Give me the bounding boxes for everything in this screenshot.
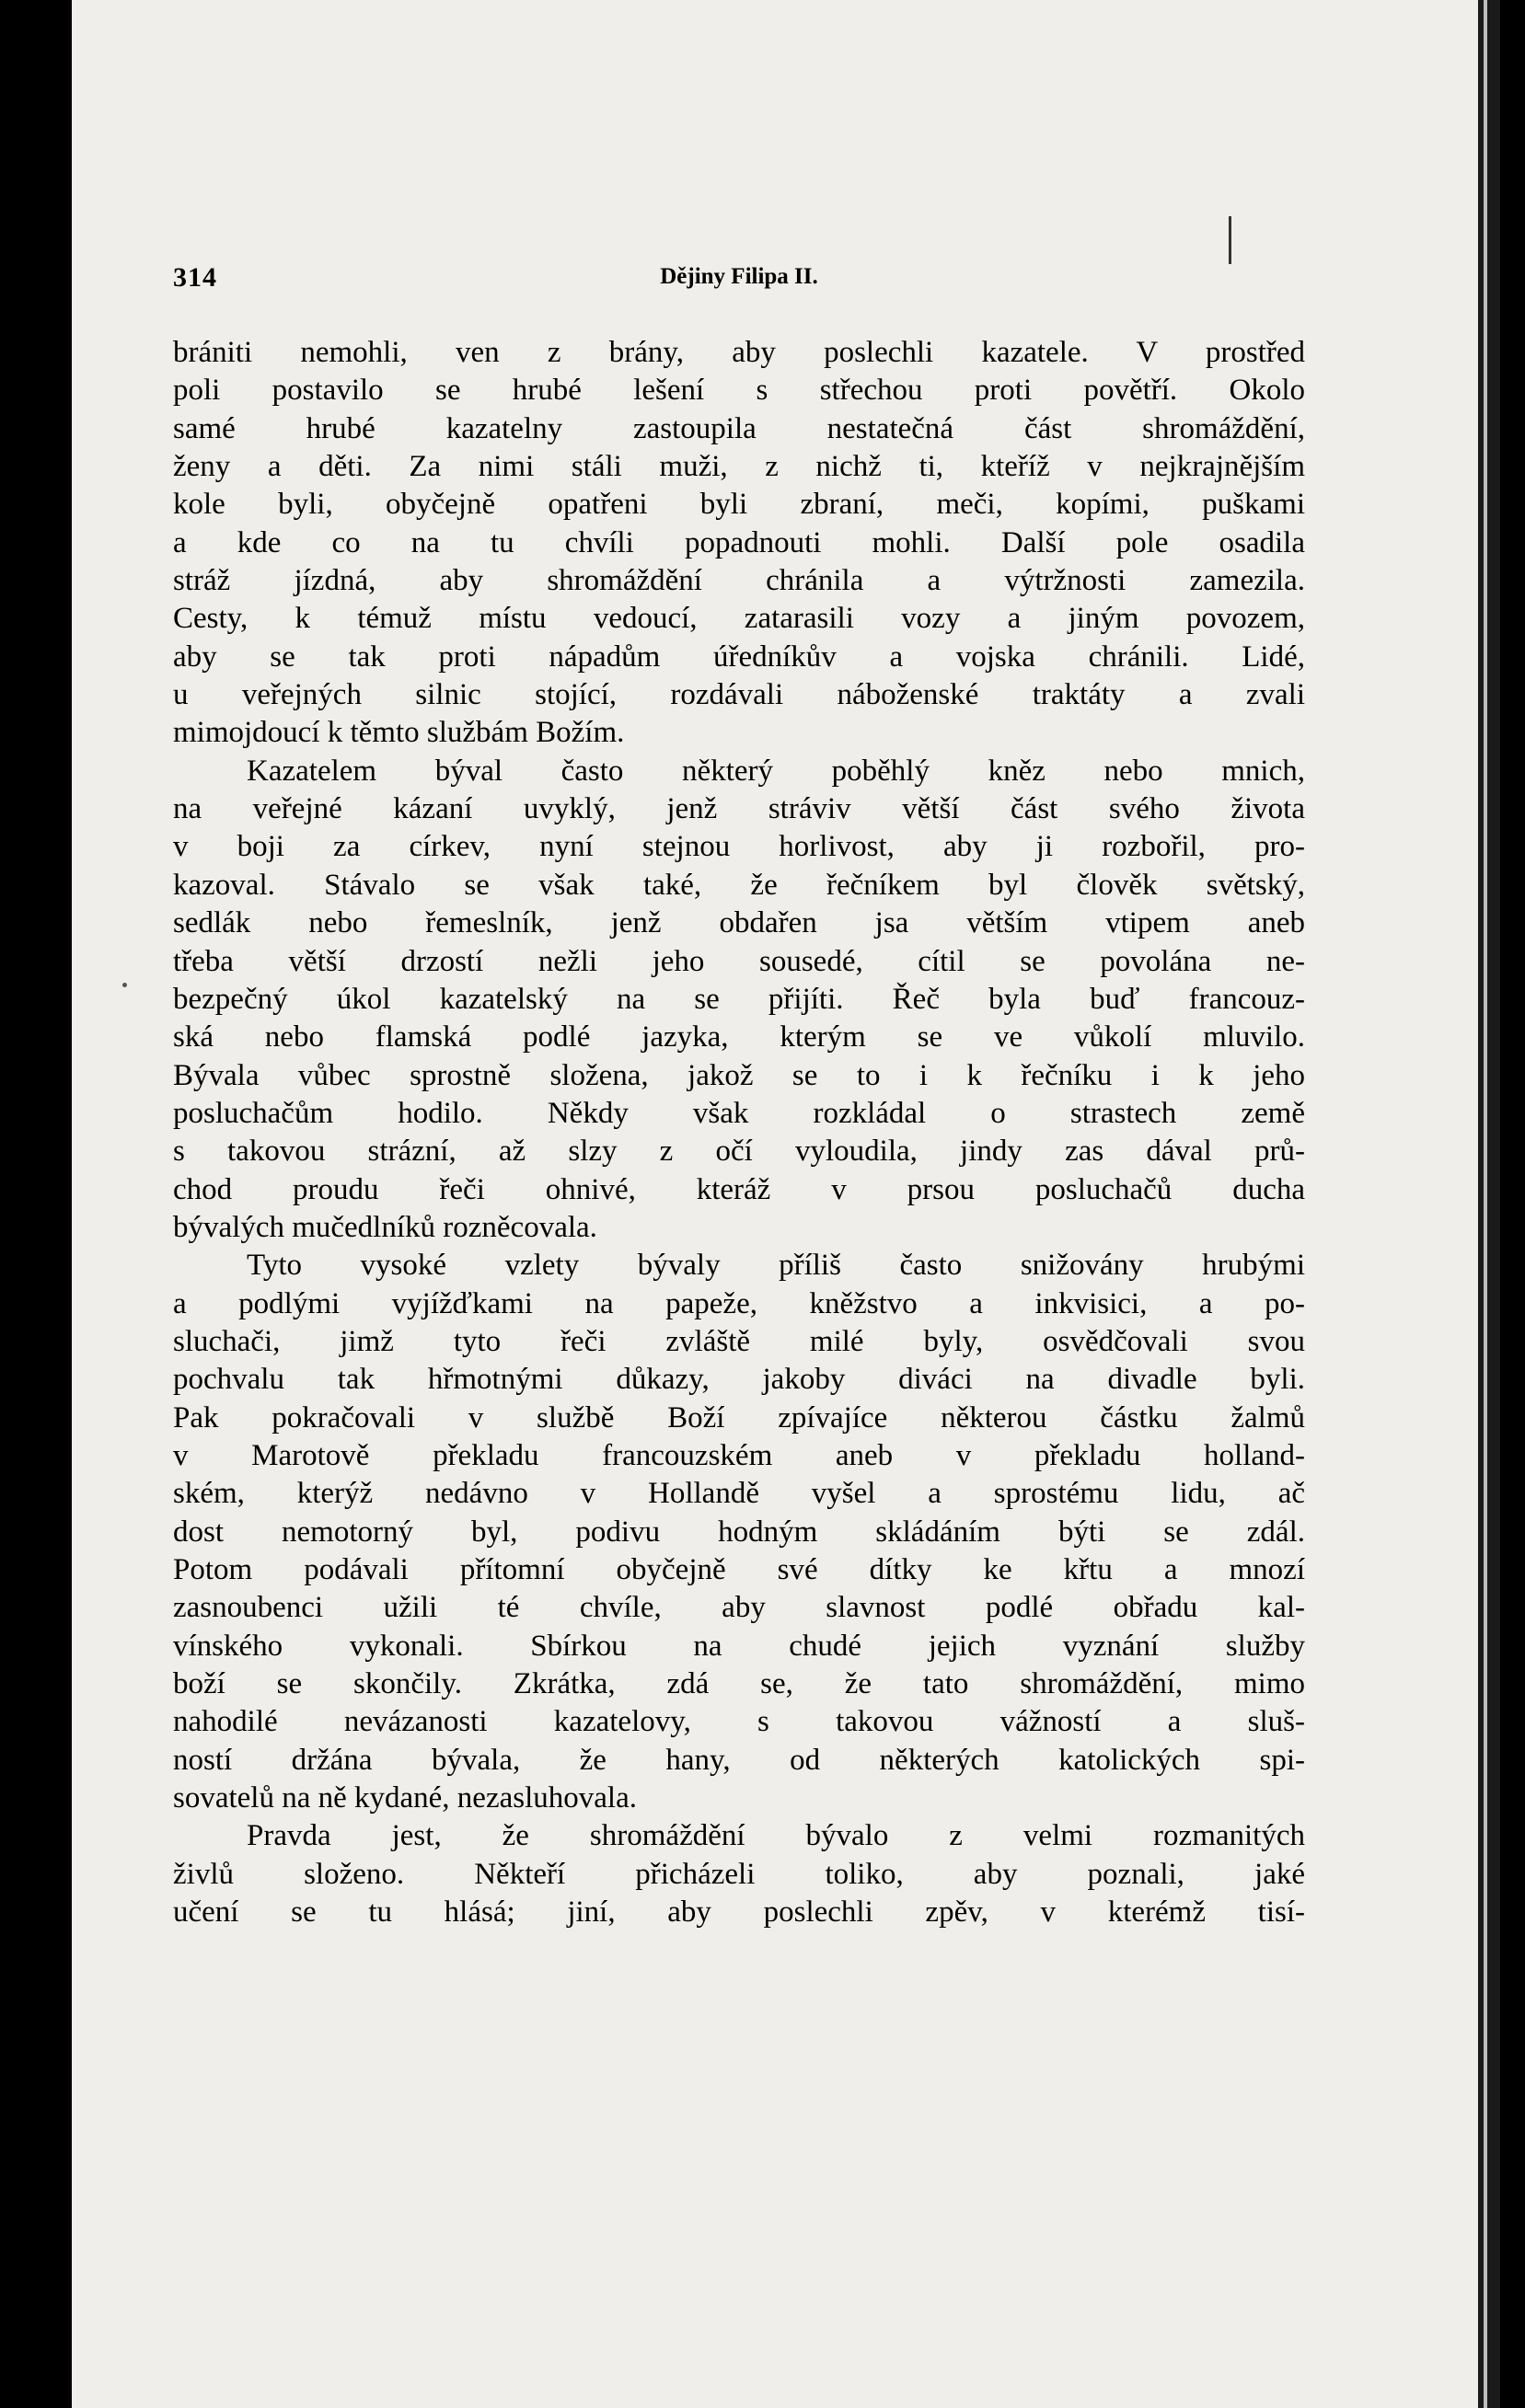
text-line: kole byli, obyčejně opatřeni byli zbraní, meči, kopími, puškami [173,488,1305,522]
text-line: Bývala vůbec sprostně složena, jakož se to i k řečníku i k jeho [173,1058,1305,1092]
scan-mark [1229,216,1231,264]
text-line: v Marotově překladu francouzském aneb v překladu holland- [173,1438,1305,1472]
text-line: posluchačům hodilo. Někdy však rozkládal o strastech země [173,1096,1305,1130]
body-text [173,334,1305,1931]
text-line: v boji za církev, nyní stejnou horlivost, aby ji rozbořil, pro- [173,830,1305,864]
text-line: Kazatelem býval často některý poběhlý kněz nebo mnich, [247,754,1305,788]
text-line: u veřejných silnic stojící, rozdávali náboženské traktáty a zvali [173,678,1305,712]
text-line: Pravda jest, že shromáždění bývalo z velmi rozmanitých [247,1819,1305,1853]
text-line: Potom podávali přítomní obyčejně své dítky ke křtu a mnozí [173,1553,1305,1586]
text-line: a kde co na tu chvíli popadnouti mohli. Další pole osadila [173,525,1305,559]
text-line: na veřejné kázaní uvyklý, jenž stráviv větší část svého života [173,792,1305,826]
scan-border-line [1484,0,1487,2408]
text-line: zasnoubenci užili té chvíle, aby slavnost podlé obřadu kal- [173,1591,1305,1625]
scan-speck [122,983,127,987]
text-line: sedlák nebo řemeslník, jenž obdařen jsa větším vtipem aneb [173,906,1305,940]
text-line: vínského vykonali. Sbírkou na chudé jejich vyznání služby [173,1629,1305,1663]
text-line: ském, kterýž nedávno v Hollandě vyšel a sprostému lidu, ač [173,1477,1305,1511]
text-line: Cesty, k témuž místu vedoucí, zatarasili vozy a jiným povozem, [173,602,1305,636]
text-line: sluchači, jimž tyto řeči zvláště milé byly, osvědčovali svou [173,1324,1305,1358]
text-line: kazoval. Stávalo se však také, že řečníkem byl člověk světský, [173,868,1305,902]
page-number: 314 [173,262,217,293]
text-line: bývalých mučedlníků rozněcovala. [173,1210,597,1244]
text-line: chod proudu řeči ohnivé, kteráž v prsou posluchačů ducha [173,1172,1305,1206]
text-line: pochvalu tak hřmotnými důkazy, jakoby diváci na divadle byli. [173,1363,1305,1397]
text-line: samé hrubé kazatelny zastoupila nestatečná část shromáždění, [173,411,1305,445]
running-title: Dějiny Filipa II. [660,264,818,289]
text-line: Pak pokračovali v službě Boží zpívajíce některou částku žalmů [173,1400,1305,1434]
text-line: mimojdoucí k těmto službám Božím. [173,716,625,750]
text-line: ženy a děti. Za nimi stáli muži, z nichž ti, kteříž v nejkrajnějším [173,450,1305,484]
text-line: třeba větší drzostí nežli jeho sousedé, cítil se povolána ne- [173,944,1305,978]
text-line: aby se tak proti nápadům úředníkův a vojska chránili. Lidé, [173,639,1305,674]
text-line: stráž jízdná, aby shromáždění chránila a výtržnosti zamezila. [173,564,1305,598]
text-line: brániti nemohli, ven z brány, aby poslechli kazatele. V prostřed [173,336,1305,369]
text-line: sovatelů na ně kydané, nezasluhovala. [173,1781,637,1815]
running-head [173,262,1305,299]
scan-border [1478,0,1500,2408]
text-line: nahodilé nevázanosti kazatelovy, s takovou vážností a sluš- [173,1705,1305,1739]
text-line: ností držána bývala, že hany, od některých katolických spi- [173,1743,1305,1777]
text-line: učení se tu hlásá; jiní, aby poslechli zpěv, v kterémž tisí- [173,1895,1305,1930]
text-line: živlů složeno. Někteří přicházeli toliko, aby poznali, jaké [173,1857,1305,1891]
text-line: dost nemotorný byl, podivu hodným skládáním býti se zdál. [173,1515,1305,1549]
text-line: bezpečný úkol kazatelský na se přijíti. Řeč byla buď francouz- [173,982,1305,1016]
text-line: boží se skončily. Zkrátka, zdá se, že tato shromáždění, mimo [173,1667,1305,1701]
text-line: a podlými vyjížďkami na papeže, kněžstvo a inkvisici, a po- [173,1286,1305,1320]
text-line: ská nebo flamská podlé jazyka, kterým se ve vůkolí mluvilo. [173,1020,1305,1054]
text-line: Tyto vysoké vzlety bývaly příliš často snižovány hrubými [247,1249,1305,1283]
text-line: poli postavilo se hrubé lešení s střechou proti povětří. Okolo [173,374,1305,408]
text-line: s takovou strázní, až slzy z očí vyloudila, jindy zas dával prů- [173,1135,1305,1169]
